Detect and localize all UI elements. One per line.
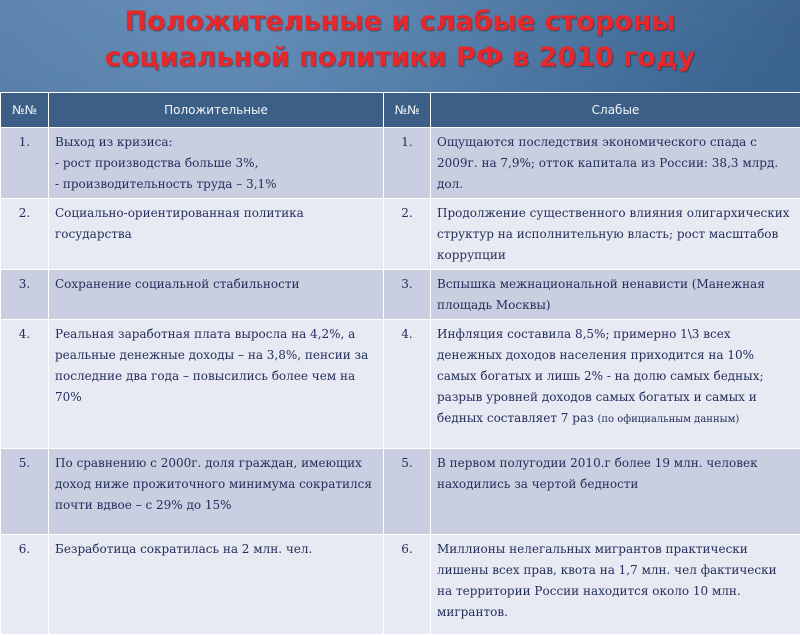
table-row [1, 128, 800, 199]
positive-cell [49, 199, 384, 270]
positive-line: Сохранение социальной стабильности [55, 274, 377, 295]
positive-cell [49, 535, 384, 635]
positive-line: - рост производства больше 3%, [55, 153, 377, 174]
row-number-weak: 3. [384, 270, 431, 320]
weak-cell: Вспышка межнациональной ненависти (Манежная площадь Москвы) [431, 270, 800, 320]
row-number-positive: 4. [1, 320, 49, 449]
row-number-positive: 6. [1, 535, 49, 635]
table-header-row [1, 93, 800, 128]
weak-cell: Ощущаются последствия экономического спада с 2009г. на 7,9%; отток капитала из России: 38,3 млрд. дол. [431, 128, 800, 199]
row-number-weak: 5. [384, 449, 431, 535]
positive-line: - производительность труда – 3,1% [55, 174, 377, 195]
weak-cell: Миллионы нелегальных мигрантов практически лишены всех прав, квота на 1,7 млн. чел фактически на территории России находится около 10 млн. мигрантов. [431, 535, 800, 635]
row-number-weak: 2. [384, 199, 431, 270]
positive-line: Безработица сократилась на 2 млн. чел. [55, 539, 377, 560]
row-number-weak: 4. [384, 320, 431, 449]
positive-line: По сравнению с 2000г. доля граждан, имеющих доход ниже прожиточного минимума сократился почти вдвое – с 29% до 15% [55, 453, 377, 516]
header-num-positive: №№ [1, 93, 49, 128]
table-row [1, 320, 800, 449]
weak-cell: В первом полугодии 2010.г более 19 млн. человек находились за чертой бедности [431, 449, 800, 535]
positive-line: Выход из кризиса: [55, 132, 377, 153]
title-line-2: социальной политики РФ в 2010 году [0, 40, 800, 76]
header-weak: Слабые [431, 93, 800, 128]
row-number-positive: 3. [1, 270, 49, 320]
table-row [1, 449, 800, 535]
comparison-table [0, 92, 800, 635]
table-row [1, 535, 800, 635]
positive-cell [49, 449, 384, 535]
positive-cell [49, 320, 384, 449]
weak-text: Инфляция составила 8,5%; примерно 1\3 всех денежных доходов населения приходится на 10% самых богатых и лишь 2% - на долю самых бедных; разрыв уровней доходов самых богатых и самых и бедных составляет 7 раз [437, 327, 764, 425]
slide-title [0, 4, 800, 76]
table-row [1, 199, 800, 270]
row-number-positive: 2. [1, 199, 49, 270]
weak-cell [431, 320, 800, 449]
row-number-positive: 1. [1, 128, 49, 199]
weak-note: (по официальным данным) [597, 414, 739, 425]
header-positive: Положительные [49, 93, 384, 128]
positive-cell [49, 270, 384, 320]
table-row [1, 270, 800, 320]
title-line-1: Положительные и слабые стороны [0, 4, 800, 40]
weak-cell: Продолжение существенного влияния олигархических структур на исполнительную власть; рост масштабов коррупции [431, 199, 800, 270]
row-number-weak: 1. [384, 128, 431, 199]
positive-cell [49, 128, 384, 199]
header-num-weak: №№ [384, 93, 431, 128]
positive-line: Социально-ориентированная политика государства [55, 203, 377, 245]
positive-line: Реальная заработная плата выросла на 4,2%, а реальные денежные доходы – на 3,8%, пенсии за последние два года – повысились более чем на 70% [55, 324, 377, 408]
row-number-positive: 5. [1, 449, 49, 535]
row-number-weak: 6. [384, 535, 431, 635]
